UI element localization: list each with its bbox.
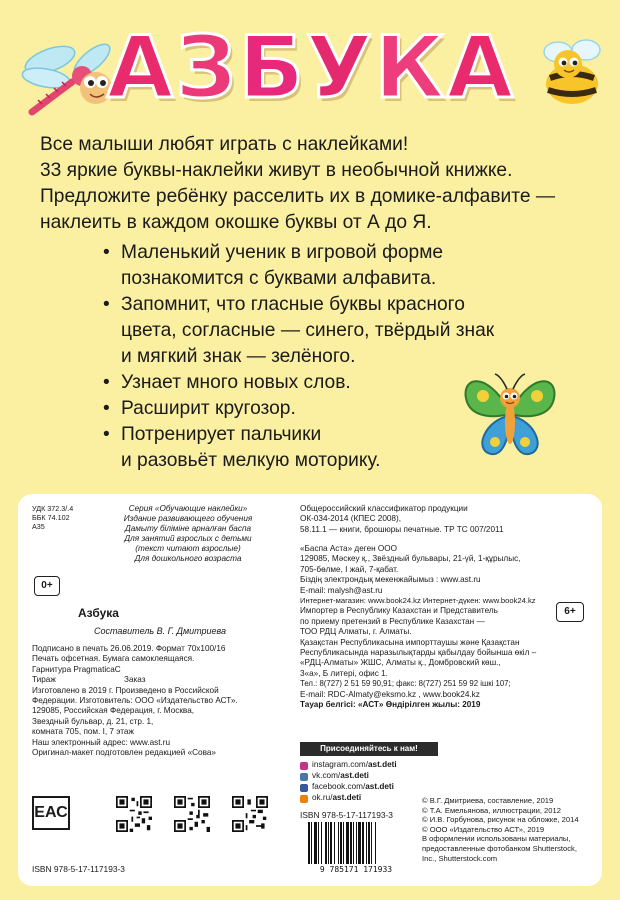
vk-icon [300,773,308,781]
author-mark-line: А35 [32,522,45,531]
print-detail-line: Печать офсетная. Бумага самоклеящаяся. [32,654,195,664]
print-detail-line: комната 705, пом. I, 7 этаж [32,727,134,737]
social-handle: ast.deti [332,793,362,803]
print-detail-line: Тираж Заказ [32,675,146,685]
classifier-line: ОК-034-2014 (КПЕС 2008), [300,514,401,524]
print-detail-line: Изготовлено в 2019 г. Произведено в Российской [32,685,219,695]
barcode-bar [334,822,335,864]
series-info [84,504,292,564]
ok-icon [300,795,308,803]
barcode-bar [368,822,370,864]
publisher-line: ТОО РДЦ Алматы, г. Алматы. [300,627,412,637]
print-detail-line: Наш электронный адрес: www.ast.ru [32,737,171,747]
publisher-line: 705-бөлме, I жай, 7-қабат. [300,564,399,574]
series-line: (текст читают взрослые) [135,544,241,553]
classifier-line: 58.11.1 — книги, брошюры печатные. ТР ТС 007/2011 [300,524,504,534]
composer-line: Составитель В. Г. Дмитриева [94,626,227,636]
social-handle: ast.deti [365,782,394,792]
barcode-bar [338,822,339,864]
barcode-bar [328,822,329,864]
print-detail-line: Федерации. Изготовитель: ООО «Издательство АСТ». [32,696,238,706]
list-item-line: • Расширит кругозор. [121,398,296,419]
copyright-line: © Т.А. Емельянова, иллюстрации, 2012 [422,805,561,815]
list-item-line: познакомится с буквами алфавита. [121,268,437,289]
classifier-block [300,504,592,535]
list-item-line: • Узнает много новых слов. [121,372,351,393]
publisher-line: Импортер в Республику Казахстан и Представитель [300,606,498,616]
bee-illustration [528,30,614,110]
butterfly-illustration [455,358,565,468]
list-item-line: • Запомнит, что гласные буквы красного [121,294,465,315]
series-line: Издание развивающего обучения [123,514,253,523]
title-letter: У [306,18,373,118]
social-link-vk[interactable] [300,771,460,782]
publisher-line: Республикасында наразылықтарды қабылдау бойынша өкіл – [300,648,537,658]
copyright-line: В оформлении использованы материалы, [422,834,571,844]
isbn-left: ISBN 978-5-17-117193-3 [32,864,125,874]
join-us-banner: Присоединяйтесь к нам! [300,742,438,756]
barcode-bar [346,822,349,864]
social-handle: ast.deti [340,771,369,781]
list-item-line: • Потренирует пальчики [121,424,322,445]
copyright-line: © И.В. Горбунова, рисунок на обложке, 2014 [422,815,579,825]
social-prefix: facebook.com/ [312,782,366,792]
publisher-line: Тауар белгісі: «АСТ» Өндірілген жылы: 2019 [300,700,481,710]
barcode-bar [375,822,376,864]
print-detail-line: Гарнитура PragmaticaC [32,664,121,674]
barcode-bar [308,822,310,864]
social-prefix: vk.com/ [312,771,341,781]
barcode-bar [330,822,332,864]
barcode-bar [314,822,317,864]
title-letter: А [446,18,514,118]
copyright-block [422,796,598,863]
barcode-bar [366,822,367,864]
intro-line: 33 яркие буквы-наклейки живут в необычной книжке. [40,160,513,181]
publisher-line: Интернет-магазин: www.book24.kz Интернет-дүкен: www.book24.kz [300,596,536,606]
copyright-line: Inc., Shutterstock.com [422,853,498,863]
list-item-line: цвета, согласные — синего, твёрдый знак [121,320,495,341]
publisher-block [300,544,592,711]
book-title: Азбука [78,606,119,620]
intro-line: наклеить в каждом окошке буквы от А до Я. [40,212,432,233]
social-prefix: instagram.com/ [312,760,368,770]
eac-mark: ЕАС [32,796,70,830]
instagram-icon [300,762,308,770]
social-prefix: ok.ru/ [312,793,333,803]
publisher-line: E-mail: RDC-Almaty@eksmo.kz , www.book24.kz [300,689,480,699]
isbn-right: ISBN 978-5-17-117193-3 [300,810,393,820]
bbk-line: ББК 74.102 [32,513,70,522]
age-rating-badge: 0+ [34,576,60,596]
barcode-bar [325,822,327,864]
intro-text [40,132,600,236]
publisher-line: Қазақстан Республикасына импорттаушы және Қазақстан [300,637,520,647]
publisher-line: Біздің электрондық мекенжайымыз : www.ast.ru [300,575,481,585]
publisher-line: «РДЦ-Алматы» ЖШС, Алматы қ., Домбровский көш., [300,658,501,668]
barcode-bar [340,822,342,864]
barcode-bar [321,822,322,864]
print-details [32,644,294,758]
social-link-instagram[interactable] [300,760,460,771]
barcode-bar [353,822,354,864]
publisher-line: 3«а», Б литері, офис 1. [300,668,388,678]
intro-line: Предложите ребёнку расселить их в домике-алфавите — [40,186,556,207]
udk-bbk-codes [32,504,78,531]
series-line: Серия «Обучающие наклейки» [128,504,248,513]
series-line: Дамыту біліміне арналған баспа [124,524,252,533]
barcode-number: 9 785171 171933 [319,865,393,874]
list-item-line: и разовьёт мелкую моторику. [121,450,381,471]
imprint-panel [18,494,602,886]
list-item [105,240,525,292]
intro-line: Все малыши любят играть с наклейками! [40,134,409,155]
title-letter: З [175,18,237,118]
print-detail-line: 129085, Российская Федерация, г. Москва, [32,706,195,716]
barcode-bar [356,822,357,864]
barcode-bar [343,822,344,864]
series-line: Для занятий взрослых с детьми [124,534,252,543]
series-line: Для дошкольного возраста [134,554,242,563]
age-rating-badge: 6+ [556,602,584,622]
list-item-line: • Маленький ученик в игровой форме [121,242,444,263]
page-title [106,18,514,118]
qr-code[interactable] [232,796,268,832]
barcode-bar [371,822,372,864]
barcode-bar [358,822,361,864]
qr-code[interactable] [174,796,210,832]
copyright-line: © В.Г. Дмитриева, составление, 2019 [422,796,554,805]
social-link-facebook[interactable] [300,782,460,793]
social-handle: ast.deti [367,760,397,770]
print-detail-line: Звездный бульвар, д. 21, стр. 1, [32,716,154,726]
title-letter: К [374,18,445,118]
copyright-line: предоставленные фотобанком Shutterstock, [422,843,577,853]
publisher-line: по приему претензий в Республике Казахстан — [300,616,485,626]
barcode-bar [362,822,364,864]
publisher-line: 129085, Мәскеу қ., Звёздный бульвары, 21-үй, 1-құрылыс, [300,554,521,564]
list-item-line: и мягкий знак — зелёного. [121,346,356,367]
title-letter: А [106,18,174,118]
publisher-line: «Баспа Аста» деген ООО [300,544,398,553]
barcode-bar [311,822,312,864]
udk-line: УДК 372.3/.4 [32,504,74,513]
title-letter: Б [238,18,305,118]
barcode [300,820,412,874]
publisher-line: Тел.: 8(727) 2 51 59 90,91; факс: 8(727) 251 59 92 ішкі 107; [300,679,511,689]
print-detail-line: Подписано в печать 26.06.2019. Формат 70x100/16 [32,644,226,653]
print-detail-line: Оригинал-макет подготовлен редакцией «Сова» [32,748,216,758]
qr-code[interactable] [116,796,152,832]
facebook-icon [300,784,308,792]
copyright-line: © ООО «Издательство АСТ», 2019 [422,824,545,834]
publisher-line: E-mail: malysh@ast.ru [300,585,383,595]
barcode-bar [350,822,352,864]
barcode-bar [318,822,319,864]
classifier-line: Общероссийский классификатор продукции [300,504,468,513]
